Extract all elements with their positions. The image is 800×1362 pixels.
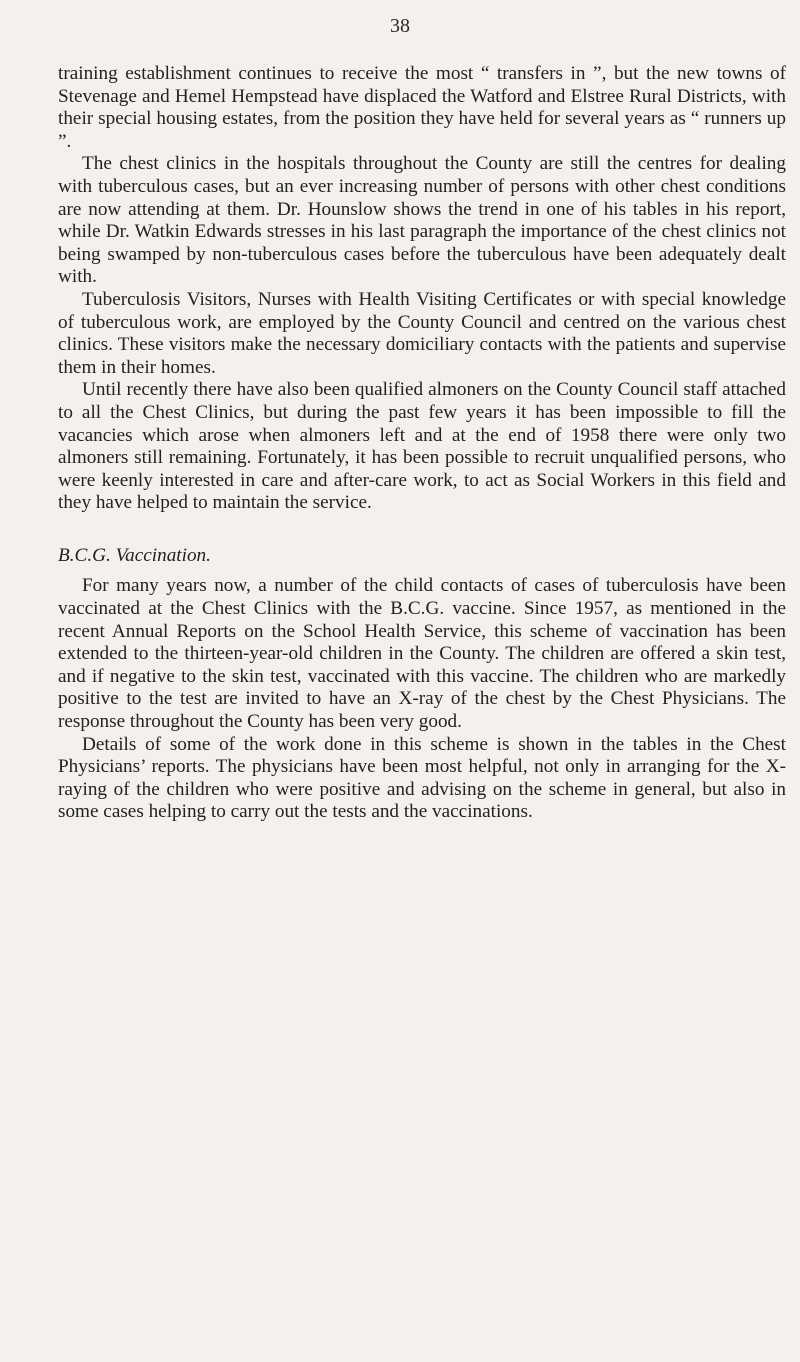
section-heading-bcg-vaccination: B.C.G. Vaccination. (58, 544, 211, 566)
page-number: 38 (390, 15, 410, 37)
paragraph-bcg-details: Details of some of the work done in this scheme is shown in the tables in the Chest Physicians’ reports. The physicians have been most helpful, not only in arranging for the X-raying of the children who were positive and advising on the scheme in general, but also in some cases helping to carry out the tests and the vaccinations. (58, 733, 786, 823)
paragraph-chest-clinics: The chest clinics in the hospitals throughout the County are still the centres for dealing with tuberculous cases, but an ever increasing number of persons with other chest conditions are now attending at them. Dr. Hounslow shows the trend in one of his tables in his report, while Dr. Watkin Edwards stresses in his last paragraph the importance of the chest clinics not being swamped by non-tuberculous cases before the tuberculous have been adequately dealt with. (58, 153, 786, 288)
paragraph-tuberculosis-visitors: Tuberculosis Visitors, Nurses with Health Visiting Certificates or with special knowledge of tuberculous work, are employed by the County Council and centred on the various chest clinics. These visitors make the necessary domiciliary contacts with the patients and supervise them in their homes. (58, 288, 786, 378)
paragraph-continuation: training establishment continues to receive the most “ transfers in ”, but the new towns of Stevenage and Hemel Hempstead have displaced the Watford and Elstree Rural Districts, with their special housing estates, from the position they have held for several years as “ runners up ”. (58, 63, 786, 152)
paragraph-bcg-scheme: For many years now, a number of the child contacts of cases of tuberculosis have been vaccinated at the Chest Clinics with the B.C.G. vaccine. Since 1957, as mentioned in the recent Annual Reports on the School Health Service, this scheme of vaccination has been extended to the thirteen-year-old children in the County. The children are offered a skin test, and if negative to the skin test, vaccinated with this vaccine. The children who are markedly positive to the test are invited to have an X-ray of the chest by the Chest Physicians. The response throughout the County has been very good. (58, 575, 786, 733)
body-text (58, 63, 786, 824)
paragraph-almoners: Until recently there have also been qualified almoners on the County Council staff attached to all the Chest Clinics, but during the past few years it has been impossible to fill the vacancies which arose when almoners left and at the end of 1958 there were only two almoners still remaining. Fortunately, it has been possible to recruit unqualified persons, who were keenly interested in care and after-care work, to act as Social Workers in this field and they have helped to maintain the service. (58, 379, 786, 514)
